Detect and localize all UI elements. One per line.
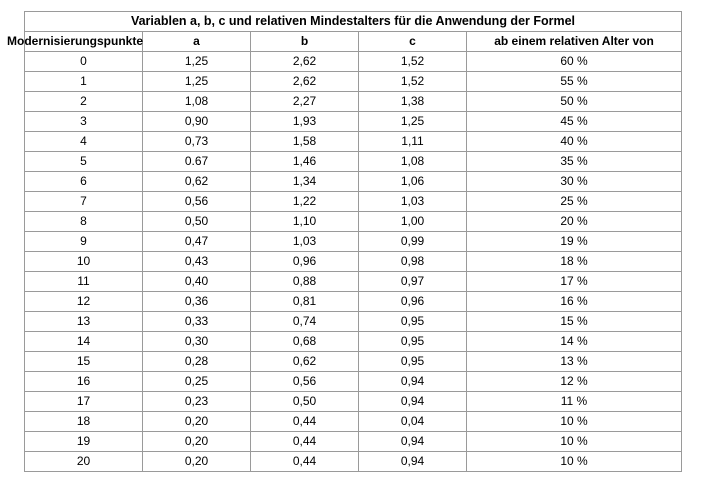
cell-punkte: 13 (25, 312, 143, 332)
cell-a: 1,08 (143, 92, 251, 112)
header-modernisierungspunkte (7, 32, 144, 52)
cell-c: 1,52 (359, 52, 467, 72)
cell-punkte: 7 (25, 192, 143, 212)
variables-table (7, 11, 682, 472)
table-row (25, 332, 682, 352)
table-row (25, 432, 682, 452)
cell-b: 0,56 (251, 372, 359, 392)
cell-a: 0,43 (143, 252, 251, 272)
cell-b: 2,62 (251, 52, 359, 72)
cell-a: 0,47 (143, 232, 251, 252)
cell-b: 1,22 (251, 192, 359, 212)
cell-alter: 45 % (467, 112, 682, 132)
cell-c: 0,97 (359, 272, 467, 292)
table-row (25, 72, 682, 92)
table-row (25, 132, 682, 152)
cell-a: 0,20 (143, 412, 251, 432)
table-row (25, 372, 682, 392)
cell-alter: 25 % (467, 192, 682, 212)
cell-alter: 20 % (467, 212, 682, 232)
cell-b: 2,62 (251, 72, 359, 92)
cell-a: 0,56 (143, 192, 251, 212)
table-row (25, 52, 682, 72)
cell-a: 0,25 (143, 372, 251, 392)
cell-a: 0,20 (143, 432, 251, 452)
table-row (25, 152, 682, 172)
cell-alter: 14 % (467, 332, 682, 352)
cell-a: 0,20 (143, 452, 251, 472)
cell-alter: 19 % (467, 232, 682, 252)
cell-punkte: 16 (25, 372, 143, 392)
cell-punkte: 20 (25, 452, 143, 472)
cell-c: 1,00 (359, 212, 467, 232)
cell-a: 1,25 (143, 72, 251, 92)
cell-alter: 55 % (467, 72, 682, 92)
header-modernisierungspunkte-label: Modernisierungspunkte (7, 34, 144, 48)
cell-alter: 10 % (467, 452, 682, 472)
cell-b: 0,81 (251, 292, 359, 312)
cell-a: 1,25 (143, 52, 251, 72)
cell-c: 0,99 (359, 232, 467, 252)
cell-c: 0,95 (359, 312, 467, 332)
cell-b: 1,10 (251, 212, 359, 232)
cell-c: 0,95 (359, 332, 467, 352)
cell-punkte: 9 (25, 232, 143, 252)
cell-c: 0,94 (359, 372, 467, 392)
cell-alter: 50 % (467, 92, 682, 112)
cell-b: 1,58 (251, 132, 359, 152)
cell-punkte: 19 (25, 432, 143, 452)
table-row (25, 112, 682, 132)
cell-b: 1,03 (251, 232, 359, 252)
cell-alter: 30 % (467, 172, 682, 192)
table-row (25, 292, 682, 312)
title-row (25, 12, 682, 32)
cell-c: 0,96 (359, 292, 467, 312)
cell-punkte: 12 (25, 292, 143, 312)
cell-a: 0,73 (143, 132, 251, 152)
cell-c: 1,38 (359, 92, 467, 112)
cell-punkte: 4 (25, 132, 143, 152)
cell-alter: 10 % (467, 412, 682, 432)
table-row (25, 412, 682, 432)
header-c: c (359, 32, 467, 52)
cell-alter: 17 % (467, 272, 682, 292)
cell-a: 0,90 (143, 112, 251, 132)
cell-c: 0,95 (359, 352, 467, 372)
cell-alter: 12 % (467, 372, 682, 392)
cell-punkte: 15 (25, 352, 143, 372)
table-row (25, 392, 682, 412)
cell-c: 0,94 (359, 452, 467, 472)
cell-punkte: 0 (25, 52, 143, 72)
cell-a: 0,62 (143, 172, 251, 192)
cell-alter: 35 % (467, 152, 682, 172)
cell-b: 0,74 (251, 312, 359, 332)
cell-punkte: 5 (25, 152, 143, 172)
cell-punkte: 14 (25, 332, 143, 352)
cell-b: 2,27 (251, 92, 359, 112)
cell-b: 0,44 (251, 452, 359, 472)
cell-alter: 11 % (467, 392, 682, 412)
cell-punkte: 11 (25, 272, 143, 292)
table-row (25, 232, 682, 252)
cell-punkte: 1 (25, 72, 143, 92)
cell-a: 0,40 (143, 272, 251, 292)
cell-c: 1,06 (359, 172, 467, 192)
cell-punkte: 6 (25, 172, 143, 192)
cell-c: 0,94 (359, 432, 467, 452)
cell-a: 0.67 (143, 152, 251, 172)
cell-alter: 60 % (467, 52, 682, 72)
cell-b: 0,44 (251, 412, 359, 432)
header-a: a (143, 32, 251, 52)
cell-a: 0,33 (143, 312, 251, 332)
cell-c: 0,04 (359, 412, 467, 432)
cell-a: 0,23 (143, 392, 251, 412)
header-row (25, 32, 682, 52)
cell-b: 0,68 (251, 332, 359, 352)
header-b: b (251, 32, 359, 52)
cell-c: 1,52 (359, 72, 467, 92)
cell-b: 1,93 (251, 112, 359, 132)
table-body (25, 52, 682, 472)
table-row (25, 272, 682, 292)
cell-punkte: 8 (25, 212, 143, 232)
cell-a: 0,28 (143, 352, 251, 372)
table-row (25, 92, 682, 112)
cell-a: 0,50 (143, 212, 251, 232)
cell-alter: 13 % (467, 352, 682, 372)
cell-c: 1,11 (359, 132, 467, 152)
table-row (25, 252, 682, 272)
cell-b: 1,34 (251, 172, 359, 192)
cell-a: 0,30 (143, 332, 251, 352)
cell-alter: 16 % (467, 292, 682, 312)
cell-punkte: 10 (25, 252, 143, 272)
cell-c: 0,98 (359, 252, 467, 272)
cell-b: 0,62 (251, 352, 359, 372)
table-row (25, 352, 682, 372)
cell-punkte: 2 (25, 92, 143, 112)
cell-c: 0,94 (359, 392, 467, 412)
table-row (25, 312, 682, 332)
cell-b: 1,46 (251, 152, 359, 172)
cell-punkte: 17 (25, 392, 143, 412)
cell-c: 1,03 (359, 192, 467, 212)
cell-b: 0,96 (251, 252, 359, 272)
cell-alter: 40 % (467, 132, 682, 152)
table-row (25, 212, 682, 232)
table-row (25, 172, 682, 192)
cell-b: 0,88 (251, 272, 359, 292)
cell-c: 1,08 (359, 152, 467, 172)
cell-b: 0,50 (251, 392, 359, 412)
cell-c: 1,25 (359, 112, 467, 132)
cell-alter: 18 % (467, 252, 682, 272)
table-row (25, 452, 682, 472)
table-row (25, 192, 682, 212)
cell-a: 0,36 (143, 292, 251, 312)
cell-b: 0,44 (251, 432, 359, 452)
cell-punkte: 18 (25, 412, 143, 432)
cell-alter: 10 % (467, 432, 682, 452)
cell-alter: 15 % (467, 312, 682, 332)
cell-punkte: 3 (25, 112, 143, 132)
table-title: Variablen a, b, c und relativen Mindestalters für die Anwendung der Formel (25, 12, 682, 32)
header-relatives-alter: ab einem relativen Alter von (467, 32, 682, 52)
